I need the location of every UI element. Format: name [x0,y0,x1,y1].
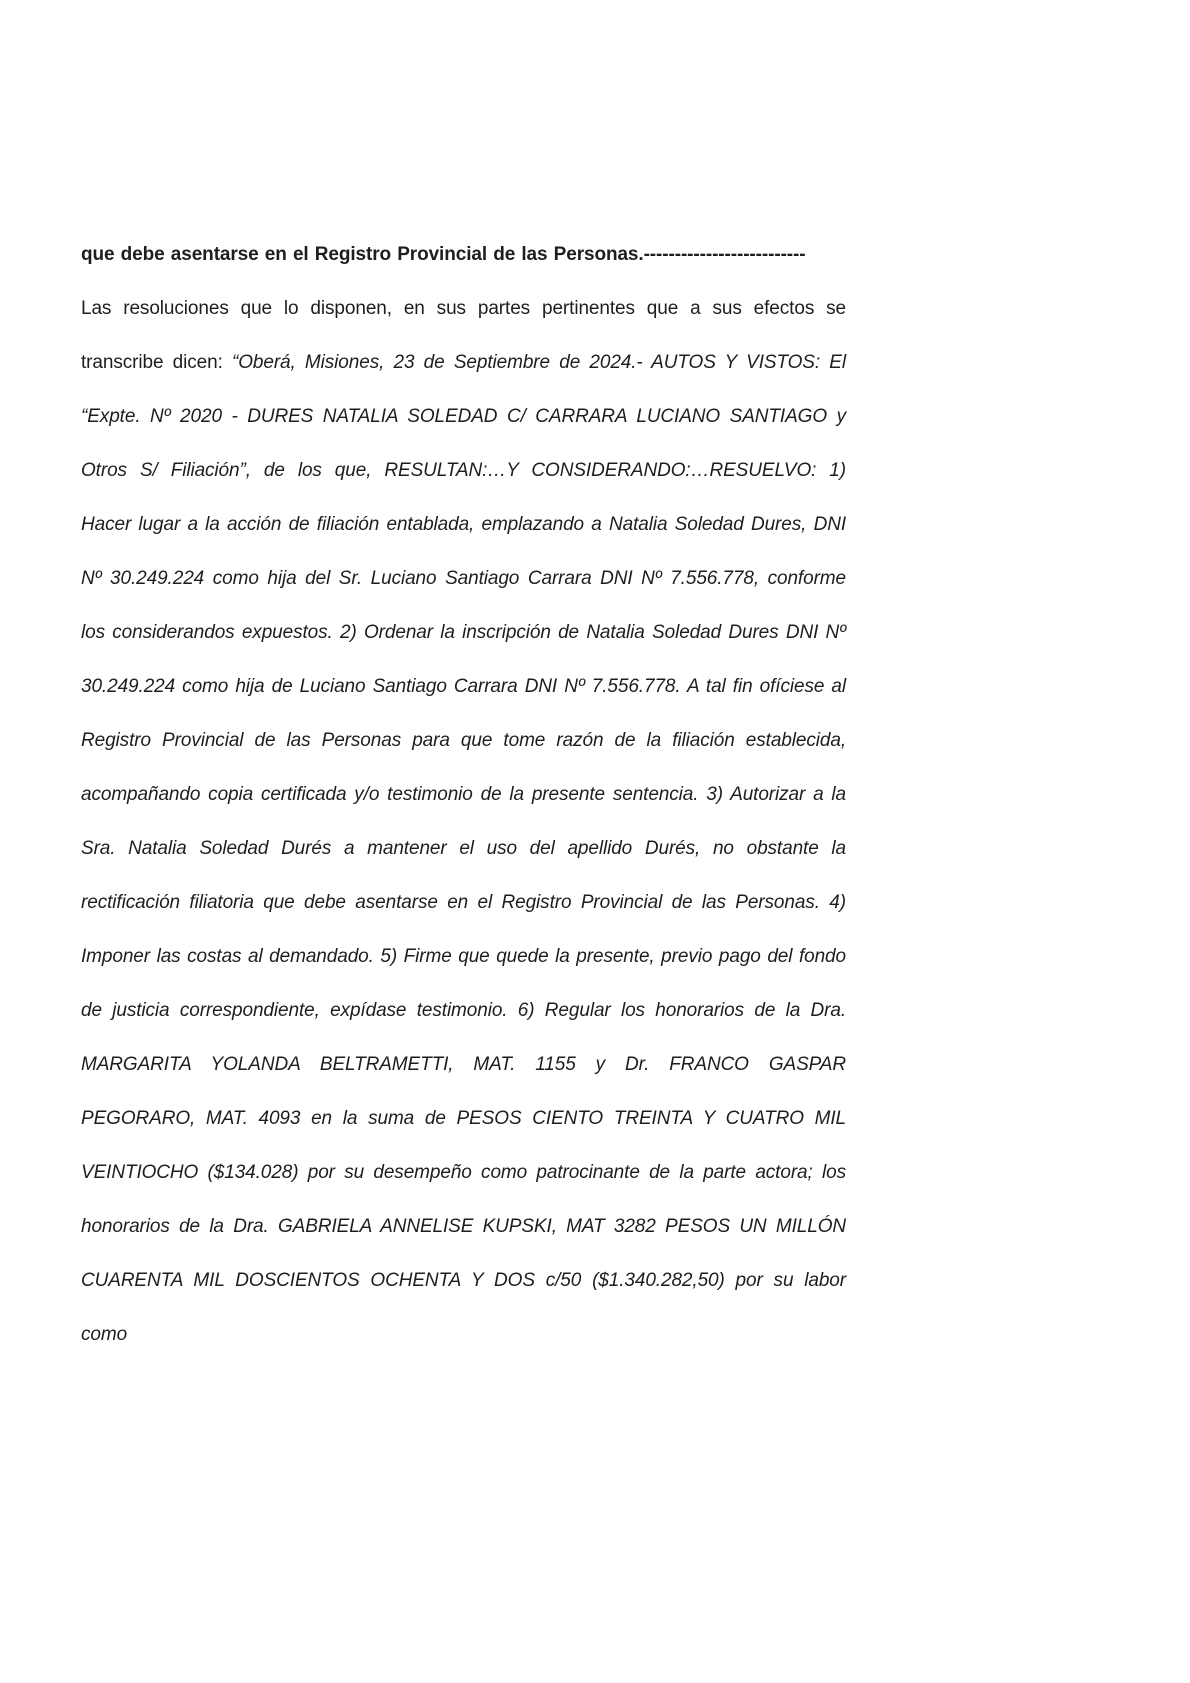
document-text-block [81,228,846,1362]
intro-text: Las resoluciones que lo disponen, en sus partes pertinentes que a sus efectos se transcribe dicen: [81,298,846,373]
closing-line-bold: que debe asentarse en el Registro Provincial de las Personas.-------------------------- [81,244,806,265]
resolution-quote-italic: “Oberá, Misiones, 23 de Septiembre de 2024.- AUTOS Y VISTOS: El “Expte. Nº 2020 - DURES NATALIA SOLEDAD C/ CARRARA LUCIANO SANTIAGO y Otros S/ Filiación”, de los que, RESULTAN:…Y CONSIDERANDO:…RESUELVO: 1) Hacer lugar a la acción de filiación entablada, emplazando a Natalia Soledad Dures, DNI Nº 30.249.224 como hija del Sr. Luciano Santiago Carrara DNI Nº 7.556.778, conforme los considerandos expuestos. 2) Ordenar la inscripción de Natalia Soledad Dures DNI Nº 30.249.224 como hija de Luciano Santiago Carrara DNI Nº 7.556.778. A tal fin ofíciese al Registro Provincial de las Personas para que tome razón de la filiación establecida, acompañando copia certificada y/o testimonio de la presente sentencia. 3) Autorizar a la Sra. Natalia Soledad Durés a mantener el uso del apellido Durés, no obstante la rectificación filiatoria que debe asentarse en el Registro Provincial de las Personas. 4) Imponer las costas al demandado. 5) Firme que quede la presente, previo pago del fondo de justicia correspondiente, expídase testimonio. 6) Regular los honorarios de la Dra. MARGARITA YOLANDA BELTRAMETTI, MAT. 1155 y Dr. FRANCO GASPAR PEGORARO, MAT. 4093 en la suma de PESOS CIENTO TREINTA Y CUATRO MIL VEINTIOCHO ($134.028) por su desempeño como patrocinante de la parte actora; los honorarios de la Dra. GABRIELA ANNELISE KUPSKI, MAT 3282 PESOS UN MILLÓN CUARENTA MIL DOSCIENTOS OCHENTA Y DOS c/50 ($1.340.282,50) por su labor como [81,352,846,1345]
resolution-paragraph [81,282,846,1362]
